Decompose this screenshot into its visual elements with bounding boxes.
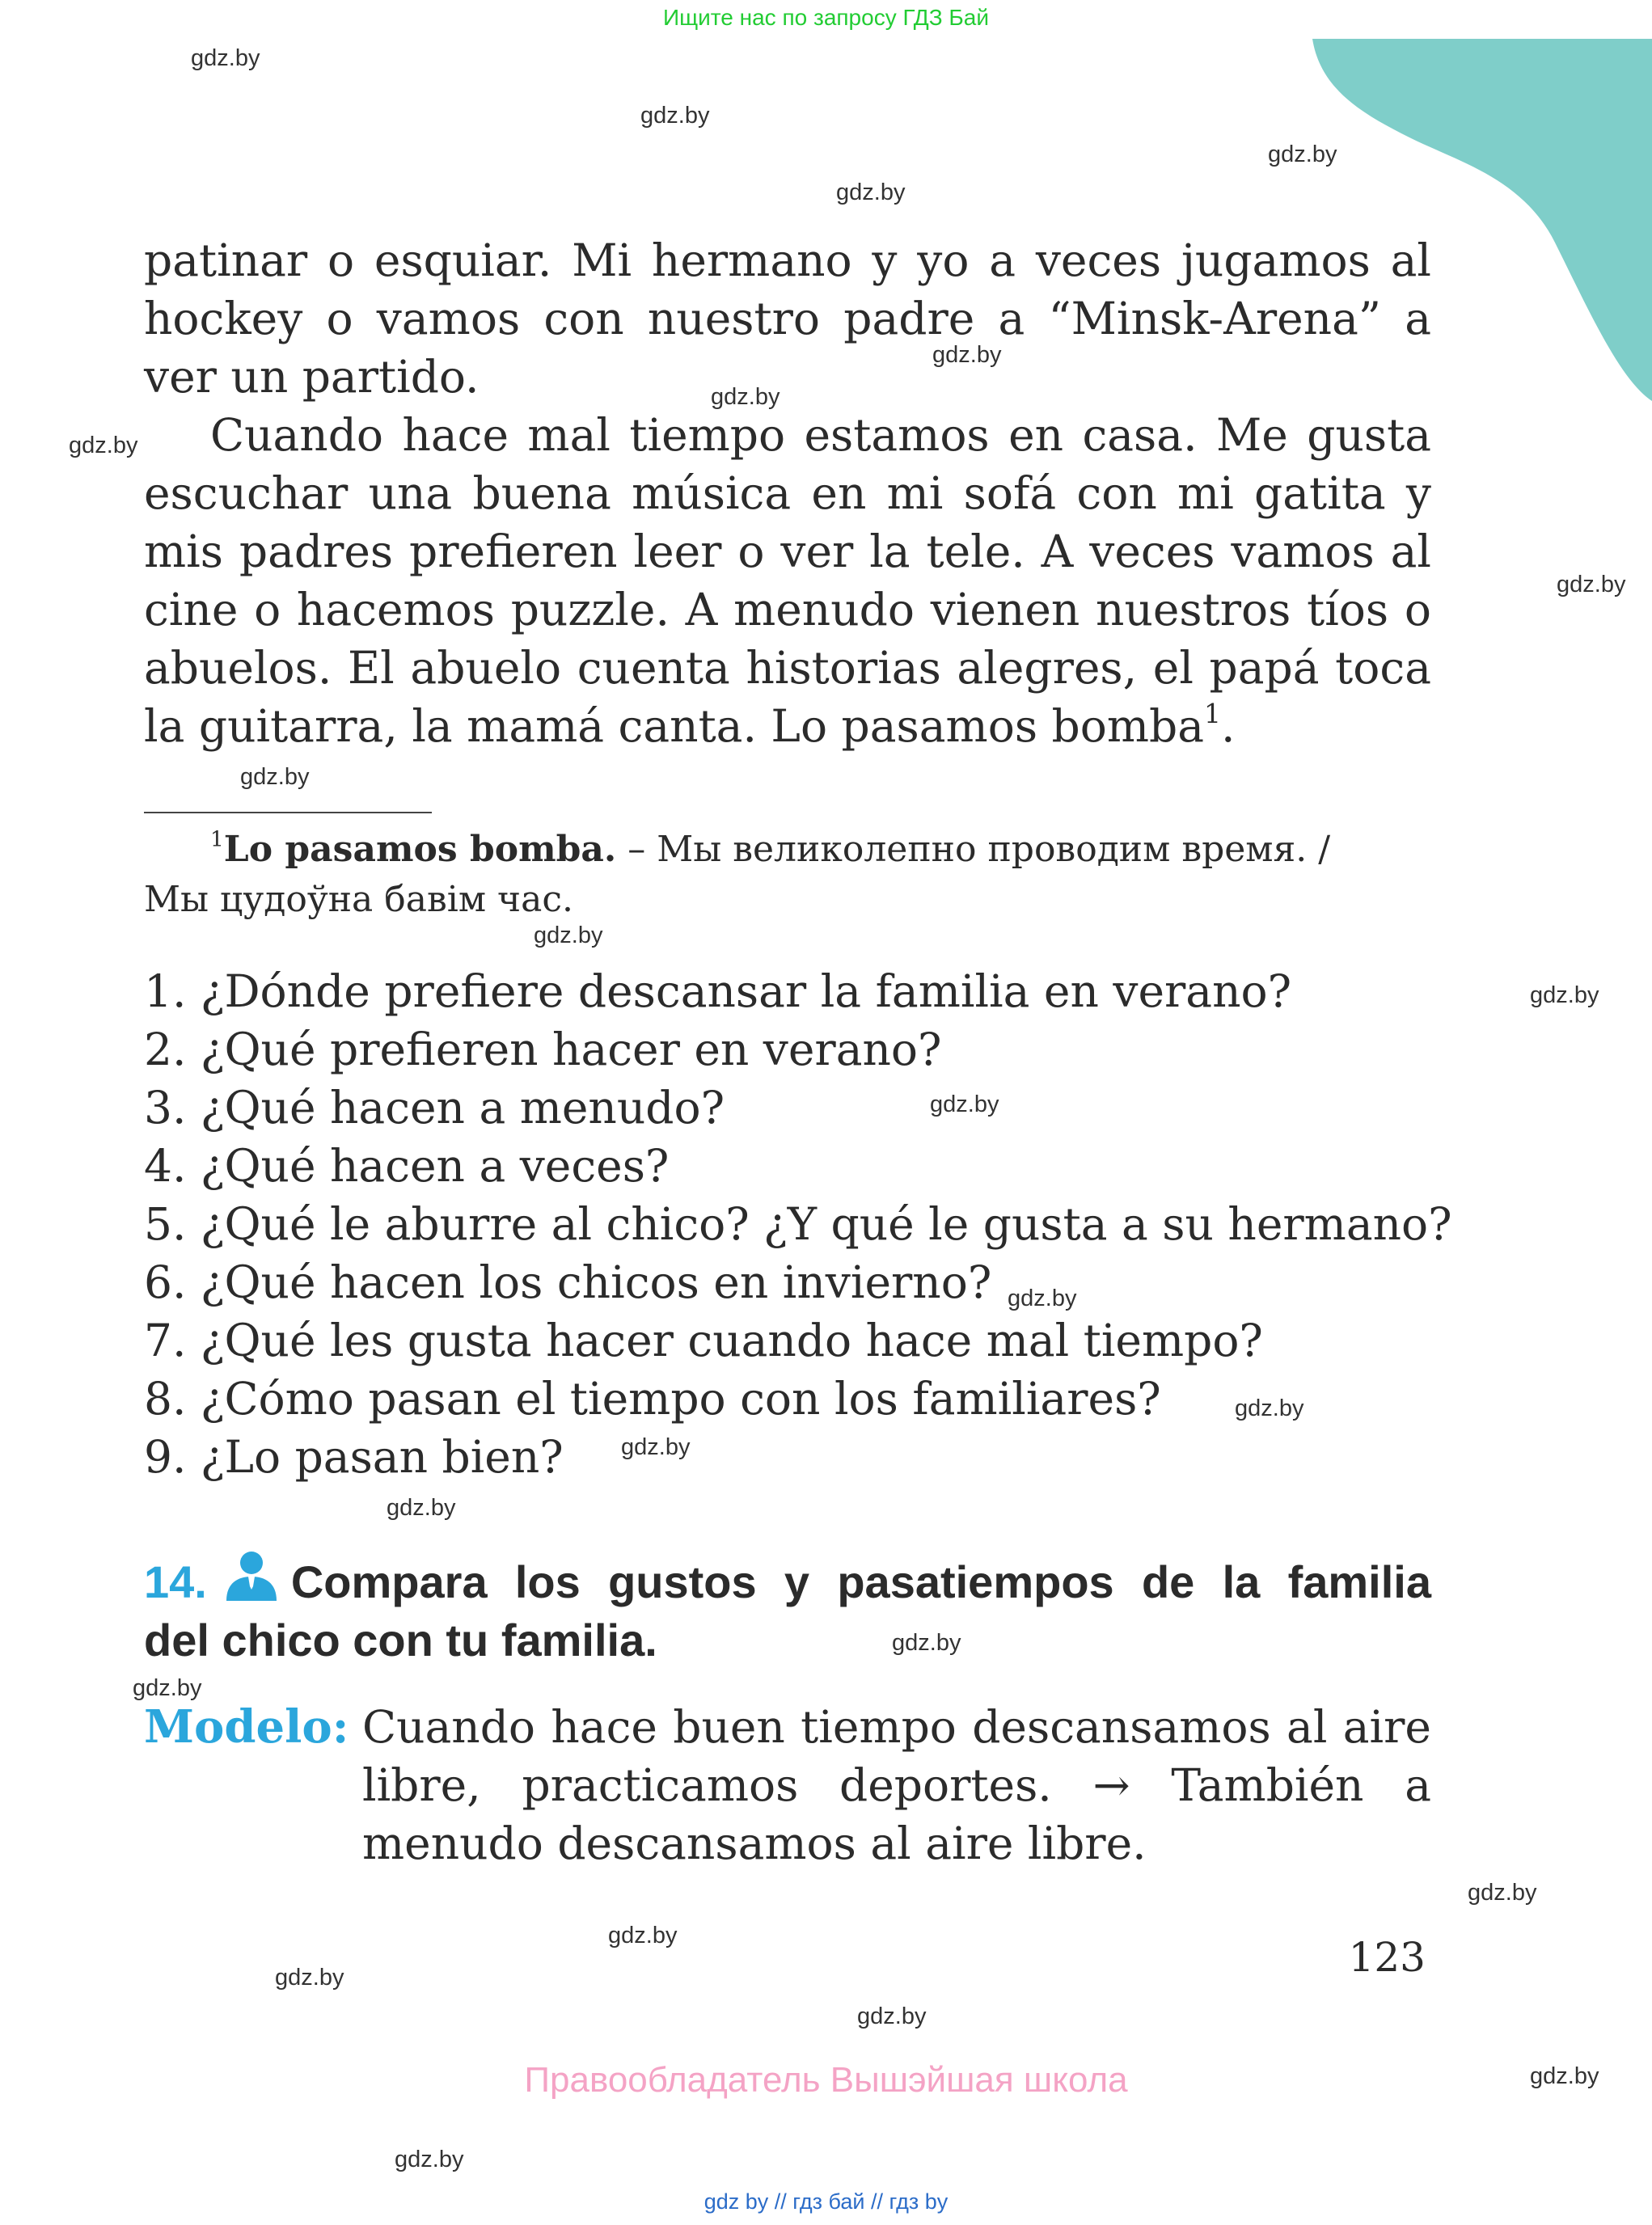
watermark: gdz.by (892, 1630, 961, 1656)
exercise-14 (144, 1551, 1431, 1668)
watermark: gdz.by (387, 1495, 456, 1521)
modelo-line: Cuando hace buen tiempo descansamos al aire (362, 1701, 1431, 1753)
footnote-line-2: Мы цудоўна бавім час. (144, 879, 573, 920)
footnote (144, 825, 1431, 925)
watermark: gdz.by (640, 103, 710, 129)
text-line: la guitarra, la mamá canta. Lo pasamos bomba (144, 700, 1205, 752)
text-line: patinar o esquiar. Mi hermano y yo a veces jugamos al (144, 234, 1431, 286)
person-icon (223, 1551, 280, 1613)
watermark: gdz.by (69, 433, 138, 458)
text-line: escuchar una buena música en mi sofá con mi gatita y (144, 467, 1431, 519)
text-line: mis padres prefieren leer o ver la tele. A veces vamos al (144, 526, 1431, 577)
footnote-ref: 1 (1204, 697, 1222, 729)
question-item: 4. ¿Qué hacen a veces? (144, 1140, 670, 1192)
question-item: 6. ¿Qué hacen los chicos en invierno? (144, 1256, 992, 1308)
watermark: gdz.by (534, 923, 603, 948)
question-item: 8. ¿Cómo pasan el tiempo con los familiares? (144, 1373, 1161, 1425)
exercise-heading-line-1 (144, 1551, 1431, 1613)
watermark: gdz.by (857, 2003, 927, 2029)
end-punct: . (1221, 700, 1236, 752)
watermark: gdz.by (836, 179, 906, 205)
watermark: gdz.by (1557, 572, 1626, 597)
footnote-line-1 (144, 825, 1431, 875)
top-banner[interactable]: Ищите нас по запросу ГДЗ Бай (662, 5, 990, 30)
watermark: gdz.by (395, 2147, 464, 2172)
text-line: Cuando hace mal tiempo estamos en casa. Me gusta (210, 409, 1431, 461)
copyright-notice: Правообладатель Вышэйшая школа (524, 2060, 1128, 2100)
watermark: gdz.by (930, 1091, 999, 1117)
question-item: 7. ¿Qué les gusta hacer cuando hace mal tiempo? (144, 1315, 1263, 1366)
watermark: gdz.by (1008, 1286, 1077, 1311)
watermark: gdz.by (1530, 982, 1599, 1008)
watermark: gdz.by (711, 384, 780, 410)
watermark: gdz.by (1468, 1880, 1537, 1906)
modelo-text (362, 1698, 1431, 1872)
watermark: gdz.by (608, 1923, 678, 1948)
watermark: gdz.by (621, 1434, 691, 1460)
exercise-number: 14. (144, 1556, 207, 1607)
watermark: gdz.by (191, 45, 260, 71)
watermark: gdz.by (133, 1675, 202, 1701)
watermark: gdz.by (1235, 1395, 1304, 1421)
exercise-heading-line-2: del chico con tu familia. (144, 1615, 657, 1666)
paragraph-1 (144, 231, 1431, 406)
text-line: ver un partido. (144, 351, 480, 403)
modelo-label: Modelo: (144, 1700, 349, 1754)
watermark: gdz.by (1268, 141, 1337, 167)
watermark: gdz.by (932, 342, 1002, 368)
footnote-marker: 1 (210, 826, 224, 852)
text-line: abuelos. El abuelo cuenta historias alegres, el papá toca (144, 642, 1431, 694)
question-list (144, 962, 1452, 1486)
bottom-links[interactable]: gdz by // гдз бай // гдз by (703, 2189, 949, 2214)
modelo-line: libre, practicamos deportes. → También a (362, 1759, 1431, 1811)
footnote-translation: – Мы великолепно проводим время. / (616, 829, 1331, 870)
footnote-term: Lo pasamos bomba. (223, 829, 617, 870)
watermark: gdz.by (275, 1965, 344, 1991)
modelo-line: menudo descansamos al aire libre. (362, 1818, 1147, 1869)
footnote-divider (144, 812, 432, 813)
question-item: 1. ¿Dónde prefiere descansar la familia en verano? (144, 965, 1292, 1017)
exercise-heading-text: Compara los gustos y pasatiempos de la familia (290, 1556, 1431, 1607)
text-line-last (144, 697, 1431, 755)
question-item: 9. ¿Lo pasan bien? (144, 1431, 564, 1483)
question-item: 3. ¿Qué hacen a menudo? (144, 1082, 725, 1134)
question-item: 2. ¿Qué prefieren hacer en verano? (144, 1024, 942, 1075)
text-line: cine o hacemos puzzle. A menudo vienen nuestros tíos o (144, 584, 1431, 635)
text-line: hockey o vamos con nuestro padre a “Minsk-Arena” a (144, 293, 1431, 344)
watermark: gdz.by (240, 764, 310, 790)
watermark: gdz.by (1530, 2063, 1599, 2089)
page-number: 123 (1348, 1934, 1426, 1981)
question-item: 5. ¿Qué le aburre al chico? ¿Y qué le gusta a su hermano? (144, 1198, 1452, 1250)
paragraph-2 (144, 406, 1431, 755)
